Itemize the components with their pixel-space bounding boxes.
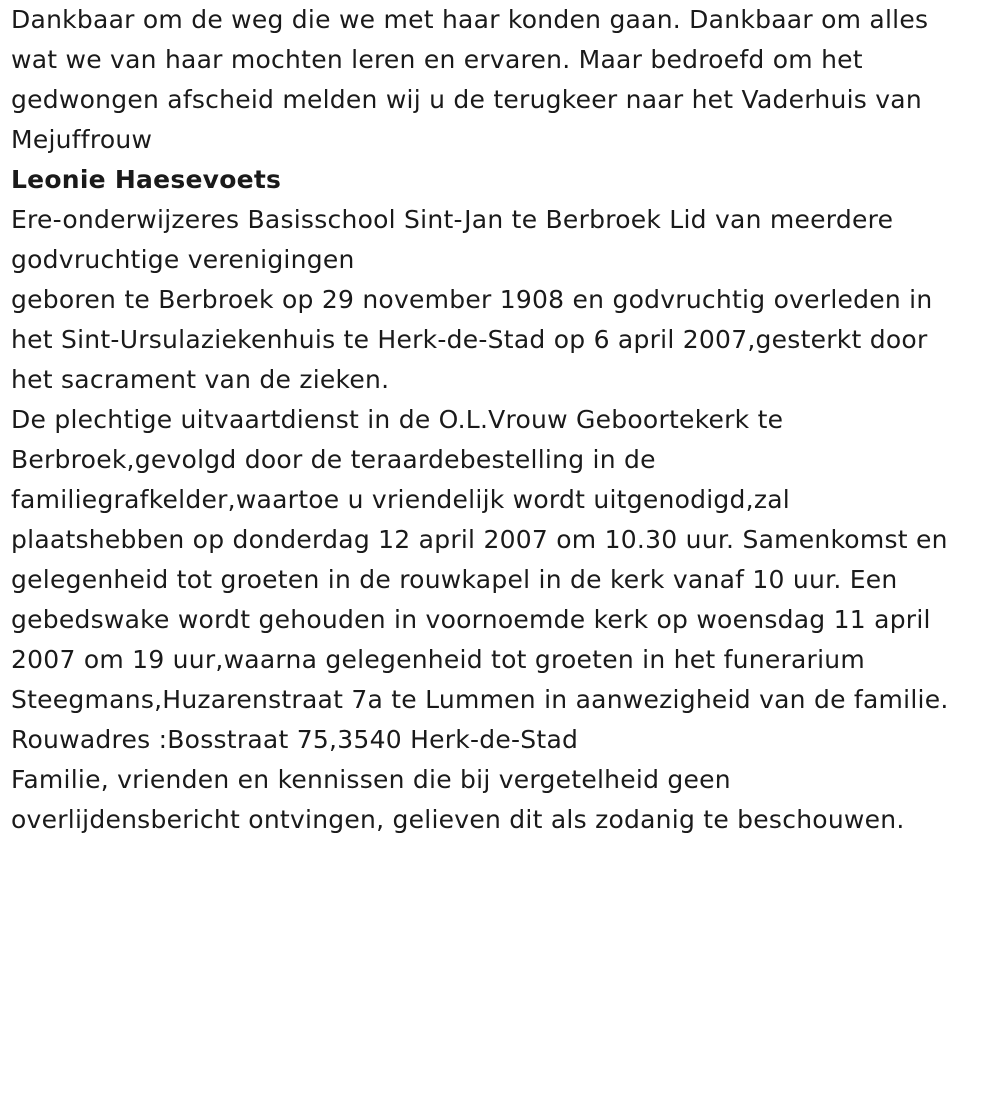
funeral-line: Steegmans,Huzarenstraat 7a te Lummen in aanwezigheid van de familie. [11,685,949,714]
funeral-line: familiegrafkelder,waartoe u vriendelijk wordt uitgenodigd,zal [11,485,791,514]
funeral-line: plaatshebben op donderdag 12 april 2007 om 10.30 uur. Samenkomst en [11,525,948,554]
funeral-paragraph [11,400,995,720]
occupation-paragraph [11,200,995,280]
occupation-line: godvruchtige verenigingen [11,245,355,274]
funeral-line: gelegenheid tot groeten in de rouwkapel in de kerk vanaf 10 uur. Een [11,565,898,594]
intro-line: Dankbaar om de weg die we met haar konden gaan. Dankbaar om alles [11,5,929,34]
intro-line: gedwongen afscheid melden wij u de terugkeer naar het Vaderhuis van [11,85,922,114]
intro-paragraph [11,0,995,120]
funeral-line: Berbroek,gevolgd door de teraardebestelling in de [11,445,656,474]
occupation-line: Ere-onderwijzeres Basisschool Sint-Jan te Berbroek Lid van meerdere [11,205,894,234]
mourning-address: Rouwadres :Bosstraat 75,3540 Herk-de-Stad [11,725,579,754]
closing-line: Familie, vrienden en kennissen die bij vergetelheid geen [11,765,731,794]
funeral-line: De plechtige uitvaartdienst in de O.L.Vrouw Geboortekerk te [11,405,784,434]
honorific-title: Mejuffrouw [11,125,153,154]
birth-death-paragraph [11,280,995,400]
birth-death-line: het Sint-Ursulaziekenhuis te Herk-de-Stad op 6 april 2007,gesterkt door [11,325,928,354]
closing-paragraph [11,760,995,840]
obituary-document [11,0,995,840]
closing-line: overlijdensbericht ontvingen, gelieven dit als zodanig te beschouwen. [11,805,905,834]
intro-line: wat we van haar mochten leren en ervaren. Maar bedroefd om het [11,45,863,74]
funeral-line: 2007 om 19 uur,waarna gelegenheid tot groeten in het funerarium [11,645,865,674]
birth-death-line: geboren te Berbroek op 29 november 1908 en godvruchtig overleden in [11,285,933,314]
funeral-line: gebedswake wordt gehouden in voornoemde kerk op woensdag 11 april [11,605,931,634]
deceased-name: Leonie Haesevoets [11,165,282,194]
birth-death-line: het sacrament van de zieken. [11,365,390,394]
